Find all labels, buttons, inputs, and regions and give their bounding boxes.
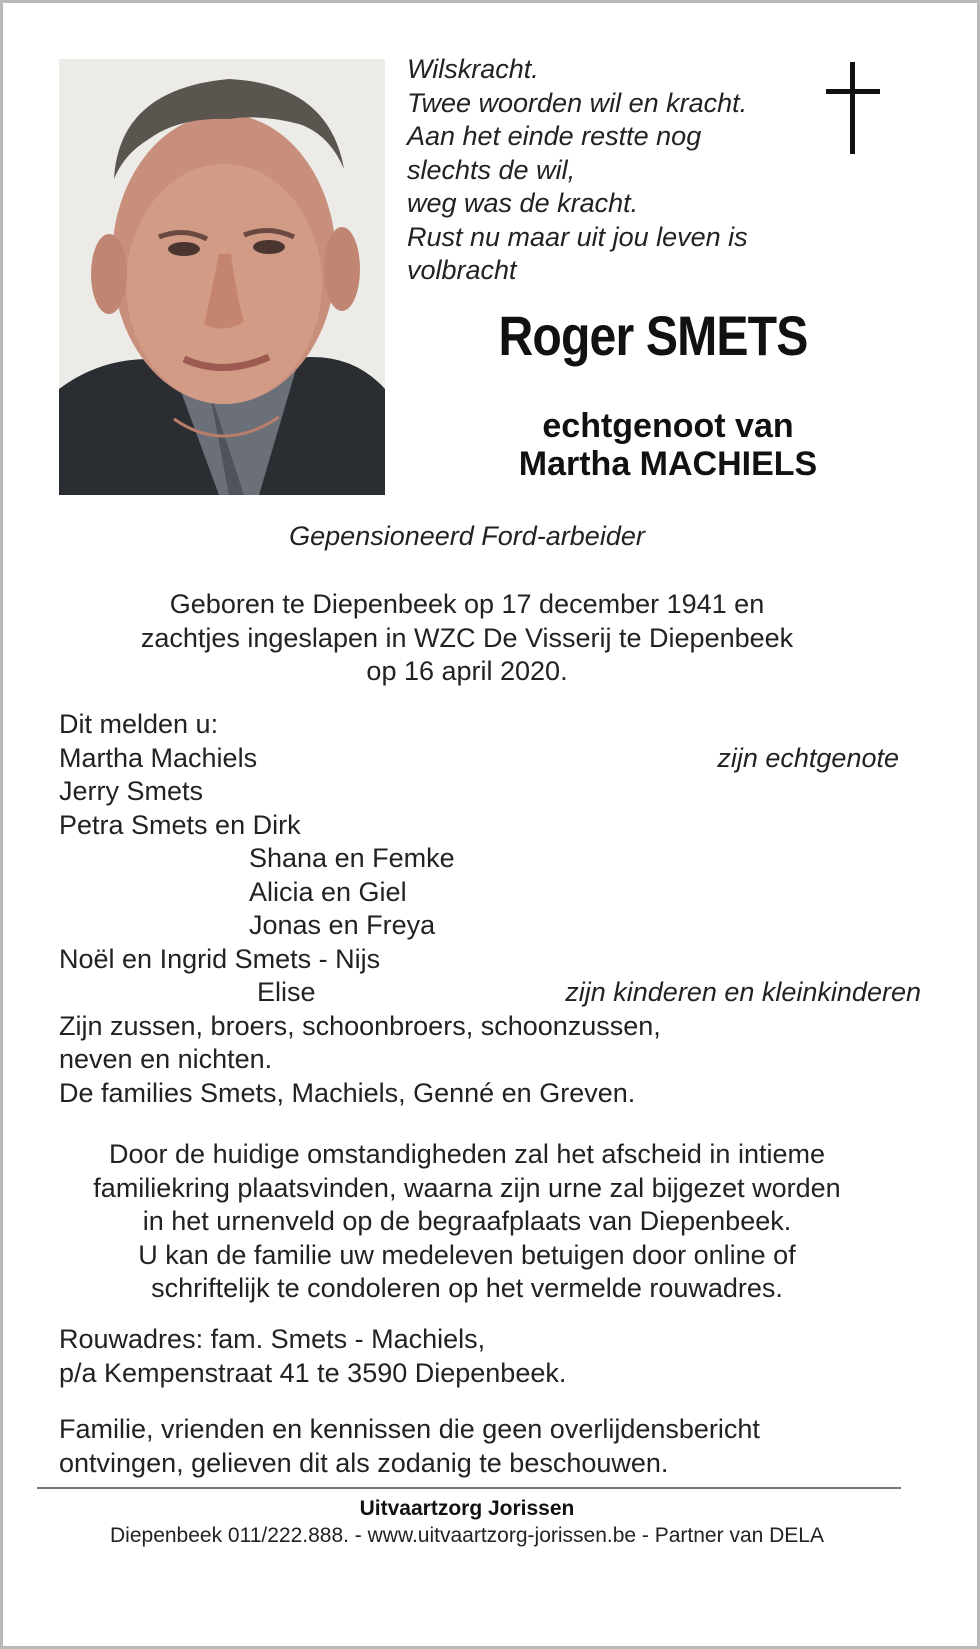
- ceremony-line: schriftelijk te condoleren op het vermelde rouwadres.: [151, 1273, 783, 1303]
- birth-death-info: [3, 588, 931, 689]
- spouse-line: echtgenoot van: [542, 407, 794, 445]
- ceremony-line: Door de huidige omstandigheden zal het afscheid in intieme: [109, 1139, 825, 1169]
- family-member: Elise: [257, 977, 316, 1007]
- spouse-info: [423, 407, 913, 483]
- family-member: Martha Machiels: [59, 742, 258, 773]
- poem-line: Wilskracht.: [407, 54, 539, 84]
- ceremony-info: [3, 1138, 931, 1306]
- death-line: zachtjes ingeslapen in WZC De Visserij te Diepenbeek: [140, 622, 794, 653]
- family-row: [59, 976, 921, 1010]
- poem: [407, 53, 817, 288]
- relation-label: zijn kinderen en kleinkinderen: [565, 977, 921, 1007]
- family-row: [59, 742, 899, 776]
- closing-note: [59, 1413, 760, 1480]
- ceremony-line: familiekring plaatsvinden, waarna zijn urne zal bijgezet worden: [93, 1172, 841, 1203]
- family-notice: [59, 708, 921, 1110]
- family-member: Shana en Femke: [249, 843, 455, 873]
- cross-icon: [826, 62, 880, 154]
- occupation: Gepensioneerd Ford-arbeider: [289, 521, 645, 551]
- poem-line: Twee woorden wil en kracht.: [407, 87, 748, 118]
- notice-intro: Dit melden u:: [59, 709, 219, 739]
- poem-line: slechts de wil,: [407, 154, 576, 185]
- funeral-home-details: Diepenbeek 011/222.888. - www.uitvaartzorg-jorissen.be - Partner van DELA: [110, 1524, 824, 1547]
- poem-line: Rust nu maar uit jou leven is: [407, 221, 748, 252]
- poem-line: volbracht: [407, 255, 517, 285]
- family-member: Petra Smets en Dirk: [59, 809, 301, 840]
- footer-divider: [37, 1487, 901, 1489]
- deceased-name: Roger SMETS: [498, 304, 808, 367]
- ceremony-line: in het urnenveld op de begraafplaats van Diepenbeek.: [142, 1206, 792, 1236]
- family-member: Noël en Ingrid Smets - Nijs: [59, 943, 381, 974]
- family-member: Alicia en Giel: [249, 876, 407, 907]
- address-line: p/a Kempenstraat 41 te 3590 Diepenbeek.: [59, 1357, 567, 1388]
- family-member: Jerry Smets: [59, 776, 204, 806]
- funeral-home-name: Uitvaartzorg Jorissen: [359, 1497, 575, 1520]
- closing-line: ontvingen, gelieven dit als zodanig te beschouwen.: [59, 1447, 669, 1478]
- poem-line: Aan het einde restte nog: [407, 121, 702, 151]
- siblings-line: Zijn zussen, broers, schoonbroers, schoonzussen,: [59, 1010, 661, 1041]
- death-date-line: op 16 april 2020.: [366, 656, 568, 686]
- address-line: Rouwadres: fam. Smets - Machiels,: [59, 1324, 486, 1354]
- closing-line: Familie, vrienden en kennissen die geen overlijdensbericht: [59, 1414, 760, 1444]
- relation-label: zijn echtgenote: [717, 742, 899, 773]
- ceremony-line: U kan de familie uw medeleven betuigen door online of: [138, 1239, 796, 1270]
- poem-line: weg was de kracht.: [407, 188, 639, 218]
- portrait-photo: [59, 59, 385, 495]
- siblings-line: neven en nichten.: [59, 1044, 273, 1074]
- families-line: De families Smets, Machiels, Genné en Greven.: [59, 1077, 636, 1108]
- family-member: Jonas en Freya: [249, 910, 436, 940]
- mourning-address: [59, 1323, 566, 1390]
- spouse-name: Martha MACHIELS: [518, 445, 818, 483]
- birth-line: Geboren te Diepenbeek op 17 december 1941 en: [169, 589, 765, 619]
